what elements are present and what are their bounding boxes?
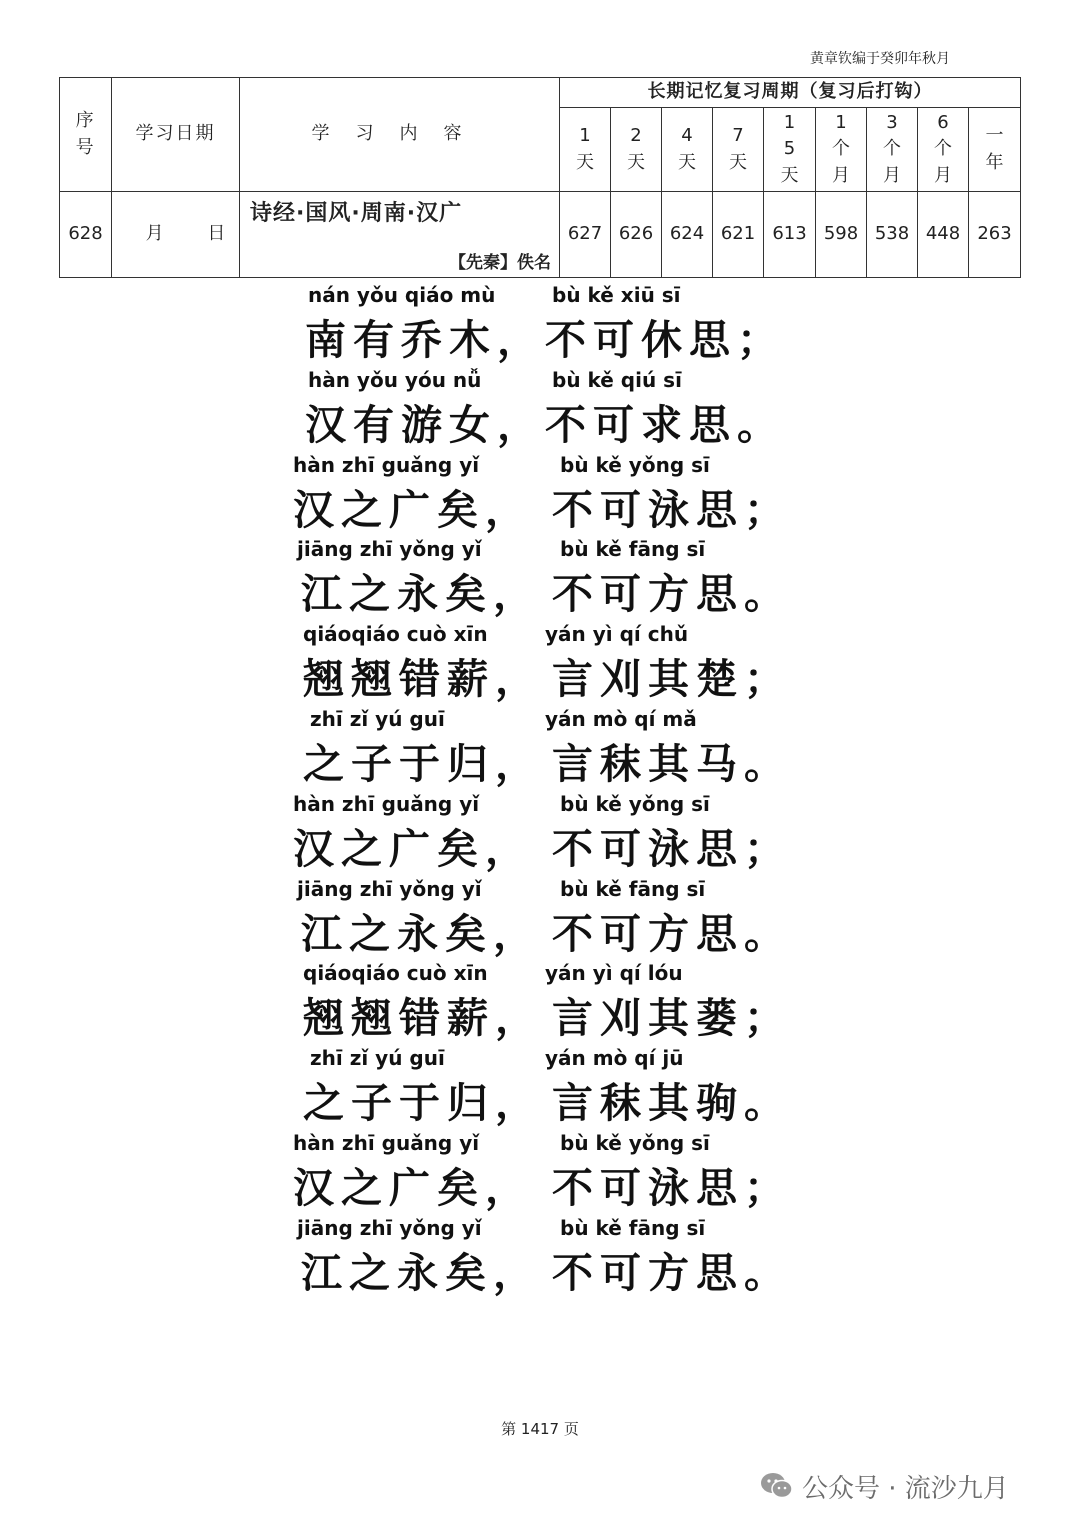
hanzi-first-half: 汉之广矣， (293, 1163, 533, 1212)
hanzi-second-half: 不可方思。 (552, 909, 792, 958)
hanzi-second-half: 不可休思； (545, 316, 785, 364)
row-study-date[interactable] (112, 192, 240, 278)
pinyin-first-half: hàn zhī guǎng yǐ (293, 791, 480, 816)
header-study-date: 学习日期 (112, 78, 240, 192)
poem-line (0, 537, 1080, 622)
hanzi-second-half: 不可方思。 (552, 570, 792, 619)
pinyin-row (0, 1046, 1080, 1072)
hanzi-first-half: 汉之广矣， (293, 485, 533, 534)
header-review-cycle: 长期记忆复习周期（复习后打钩） (560, 78, 1021, 108)
hanzi-first-half: 翘翘错薪， (303, 994, 543, 1043)
poem-line (0, 1216, 1080, 1301)
pinyin-first-half: hàn yǒu yóu nǚ (308, 367, 482, 392)
pinyin-first-half: hàn zhī guǎng yǐ (293, 1130, 480, 1155)
pinyin-second-half: bù kě fāng sī (560, 876, 706, 901)
pinyin-first-half: zhī zǐ yú guī (310, 1046, 445, 1071)
pinyin-first-half: hàn zhī guǎng yǐ (293, 452, 480, 477)
row-index: 628 (60, 192, 112, 278)
poem-line (0, 792, 1080, 877)
hanzi-second-half: 不可泳思； (552, 824, 792, 873)
hanzi-first-half: 汉之广矣， (293, 824, 533, 873)
pinyin-first-half: jiāng zhī yǒng yǐ (297, 1215, 482, 1240)
pinyin-row (0, 877, 1080, 903)
cycle-value-2[interactable]: 624 (662, 192, 713, 278)
pinyin-second-half: yán mò qí jū (545, 1046, 684, 1071)
hanzi-first-half: 翘翘错薪， (303, 655, 543, 704)
cycle-header-7: 6个月 (918, 108, 969, 192)
hanzi-second-half: 不可方思。 (552, 1248, 792, 1297)
cycle-header-6: 3个月 (867, 108, 918, 192)
pinyin-second-half: bù kě yǒng sī (560, 791, 710, 816)
pinyin-row (0, 622, 1080, 648)
cycle-value-5[interactable]: 598 (816, 192, 867, 278)
pinyin-row (0, 1131, 1080, 1157)
hanzi-second-half: 言秣其马。 (552, 739, 792, 788)
poem-line (0, 368, 1080, 453)
hanzi-first-half: 江之永矣， (301, 570, 541, 619)
pinyin-row (0, 368, 1080, 394)
pinyin-first-half: qiáoqiáo cuò xīn (303, 961, 488, 986)
pinyin-row (0, 1216, 1080, 1242)
hanzi-second-half: 言秣其驹。 (552, 1079, 792, 1128)
hanzi-second-half: 不可求思。 (545, 400, 785, 449)
cycle-header-1: 2天 (611, 108, 662, 192)
page-number: 第 1417 页 (501, 1420, 579, 1438)
pinyin-second-half: yán yì qí lóu (545, 961, 683, 986)
cycle-header-8: 一年 (969, 108, 1021, 192)
poem-body (0, 283, 1080, 1301)
hanzi-first-half: 之子于归， (303, 1079, 543, 1128)
hanzi-first-half: 江之永矣， (301, 1248, 541, 1297)
pinyin-row (0, 707, 1080, 733)
poem-line (0, 453, 1080, 538)
cycle-value-8[interactable]: 263 (969, 192, 1021, 278)
row-day-label: 日 (207, 223, 226, 245)
pinyin-second-half: bù kě fāng sī (560, 537, 706, 562)
header-study-content: 学习内容 (240, 78, 560, 192)
poem-line (0, 877, 1080, 962)
hanzi-second-half: 言刈其楚； (552, 655, 792, 704)
pinyin-second-half: bù kě yǒng sī (560, 452, 710, 477)
cycle-value-0[interactable]: 627 (560, 192, 611, 278)
pinyin-row (0, 283, 1080, 309)
pinyin-first-half: qiáoqiáo cuò xīn (303, 622, 488, 647)
pinyin-first-half: jiāng zhī yǒng yǐ (297, 876, 482, 901)
pinyin-second-half: bù kě yǒng sī (560, 1130, 710, 1155)
row-month-label: 月 (145, 223, 164, 245)
hanzi-first-half: 之子于归， (303, 739, 543, 788)
poem-line (0, 1046, 1080, 1131)
header-note: 黄章钦编于癸卯年秋月 (810, 51, 950, 67)
header-index: 序号 (60, 78, 112, 192)
hanzi-first-half: 汉有游女， (305, 400, 545, 449)
poem-title: 诗经·国风·周南·汉广 (250, 201, 463, 226)
hanzi-second-half: 言刈其蒌； (552, 994, 792, 1043)
cycle-header-4: 15天 (764, 108, 816, 192)
pinyin-first-half: jiāng zhī yǒng yǐ (297, 537, 482, 562)
pinyin-first-half: zhī zǐ yú guī (310, 706, 445, 731)
cycle-header-2: 4天 (662, 108, 713, 192)
poem-line (0, 1131, 1080, 1216)
cycle-header-5: 1个月 (816, 108, 867, 192)
pinyin-second-half: yán yì qí chǔ (545, 622, 689, 647)
poem-line (0, 707, 1080, 792)
cycle-header-3: 7天 (713, 108, 764, 192)
pinyin-second-half: bù kě qiú sī (552, 367, 682, 392)
cycle-value-1[interactable]: 626 (611, 192, 662, 278)
cycle-value-3[interactable]: 621 (713, 192, 764, 278)
poem-line (0, 283, 1080, 368)
watermark-text: 公众号 · 流沙九月 (802, 1473, 1009, 1504)
pinyin-row (0, 453, 1080, 479)
pinyin-first-half: nán yǒu qiáo mù (308, 283, 496, 307)
cycle-value-6[interactable]: 538 (867, 192, 918, 278)
hanzi-second-half: 不可泳思； (552, 1163, 792, 1212)
pinyin-second-half: bù kě xiū sī (552, 283, 681, 307)
pinyin-second-half: yán mò qí mǎ (545, 706, 697, 731)
cycle-value-7[interactable]: 448 (918, 192, 969, 278)
poem-line (0, 961, 1080, 1046)
watermark (760, 1466, 1009, 1506)
pinyin-row (0, 537, 1080, 563)
row-content (240, 192, 560, 278)
wechat-icon (760, 1471, 794, 1501)
study-record-table (59, 77, 1021, 278)
poem-author: 【先秦】佚名 (449, 252, 551, 273)
hanzi-second-half: 不可泳思； (552, 485, 792, 534)
cycle-value-4[interactable]: 613 (764, 192, 816, 278)
pinyin-second-half: bù kě fāng sī (560, 1215, 706, 1240)
pinyin-row (0, 961, 1080, 987)
hanzi-first-half: 江之永矣， (301, 909, 541, 958)
cycle-header-0: 1天 (560, 108, 611, 192)
poem-line (0, 622, 1080, 707)
pinyin-row (0, 792, 1080, 818)
hanzi-first-half: 南有乔木， (305, 316, 545, 364)
